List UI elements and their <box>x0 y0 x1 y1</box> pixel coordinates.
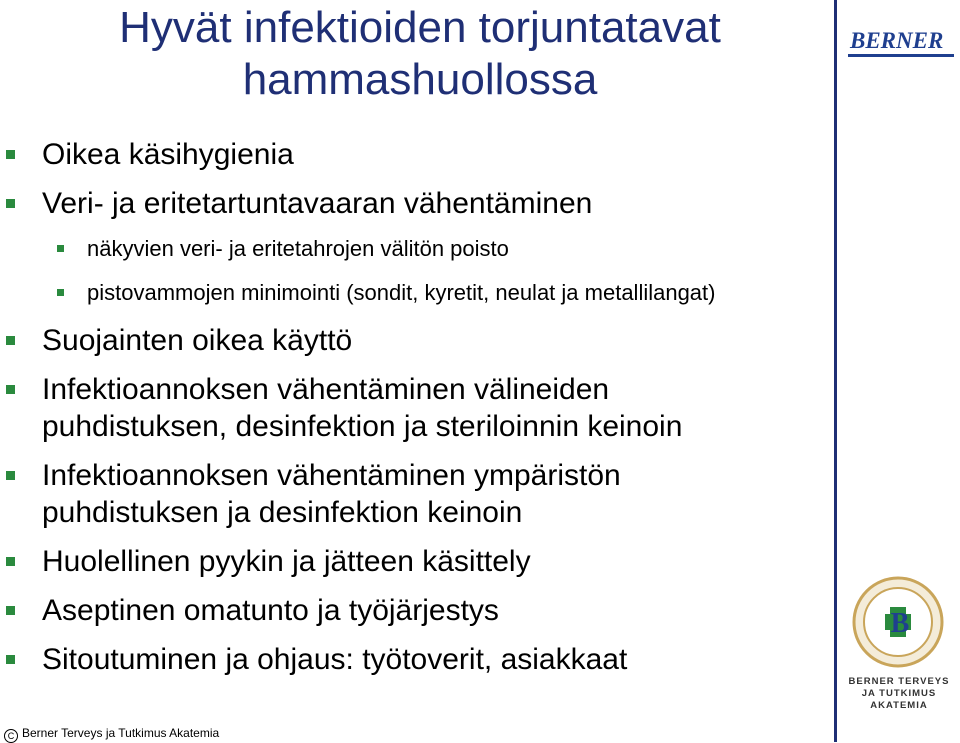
bullet-list <box>0 136 830 690</box>
square-bullet-icon <box>6 655 15 664</box>
square-bullet-icon <box>57 245 64 252</box>
bullet-item <box>0 592 830 629</box>
bullet-text: Aseptinen omatunto ja työjärjestys <box>42 594 499 627</box>
footer <box>4 726 219 743</box>
square-bullet-icon <box>6 336 15 345</box>
footer-text: Berner Terveys ja Tutkimus Akatemia <box>22 726 220 740</box>
sub-bullet-item <box>0 278 737 308</box>
bullet-text: Suojainten oikea käyttö <box>42 324 353 357</box>
bullet-text: Oikea käsihygienia <box>42 138 294 171</box>
bullet-text: pistovammojen minimointi (sondit, kyretit, neulat ja metallilangat) <box>87 280 716 305</box>
square-bullet-icon <box>6 557 15 566</box>
berner-logo <box>848 28 956 58</box>
bullet-item <box>0 543 830 580</box>
bullet-item <box>0 641 830 678</box>
square-bullet-icon <box>6 606 15 615</box>
bullet-text: Huolellinen pyykin ja jätteen käsittely <box>42 545 531 578</box>
seal-letter: B <box>890 608 910 639</box>
akatemia-line: BERNER TERVEYS <box>848 676 950 687</box>
copyright-icon: C <box>4 729 18 743</box>
akatemia-seal-icon <box>852 576 944 668</box>
akatemia-line: AKATEMIA <box>870 700 928 711</box>
bullet-text: Veri- ja eritetartuntavaaran vähentäminen <box>42 187 593 220</box>
square-bullet-icon <box>6 150 15 159</box>
bullet-item <box>0 185 830 222</box>
logo-swoosh <box>848 54 954 57</box>
bullet-item <box>0 457 742 531</box>
bullet-text: Infektioannoksen vähentäminen välineiden puhdistuksen, desinfektion ja steriloinnin keinoin <box>42 373 683 443</box>
sub-bullet-item <box>0 234 830 264</box>
berner-logo-text: BERNER <box>850 28 944 53</box>
square-bullet-icon <box>6 385 15 394</box>
square-bullet-icon <box>6 199 15 208</box>
bullet-text: Sitoutuminen ja ohjaus: työtoverit, asiakkaat <box>42 643 628 676</box>
akatemia-label <box>838 676 960 712</box>
bullet-text: näkyvien veri- ja eritetahrojen välitön poisto <box>87 236 509 261</box>
bullet-item <box>0 371 802 445</box>
square-bullet-icon <box>57 289 64 296</box>
bullet-item <box>0 322 830 359</box>
akatemia-line: JA TUTKIMUS <box>861 688 937 699</box>
divider-line <box>834 0 837 742</box>
bullet-text: Infektioannoksen vähentäminen ympäristön puhdistuksen ja desinfektion keinoin <box>42 459 621 529</box>
bullet-item <box>0 136 830 173</box>
square-bullet-icon <box>6 471 15 480</box>
slide-title: Hyvät infektioiden torjuntatavat hammashuollossa <box>119 3 721 104</box>
